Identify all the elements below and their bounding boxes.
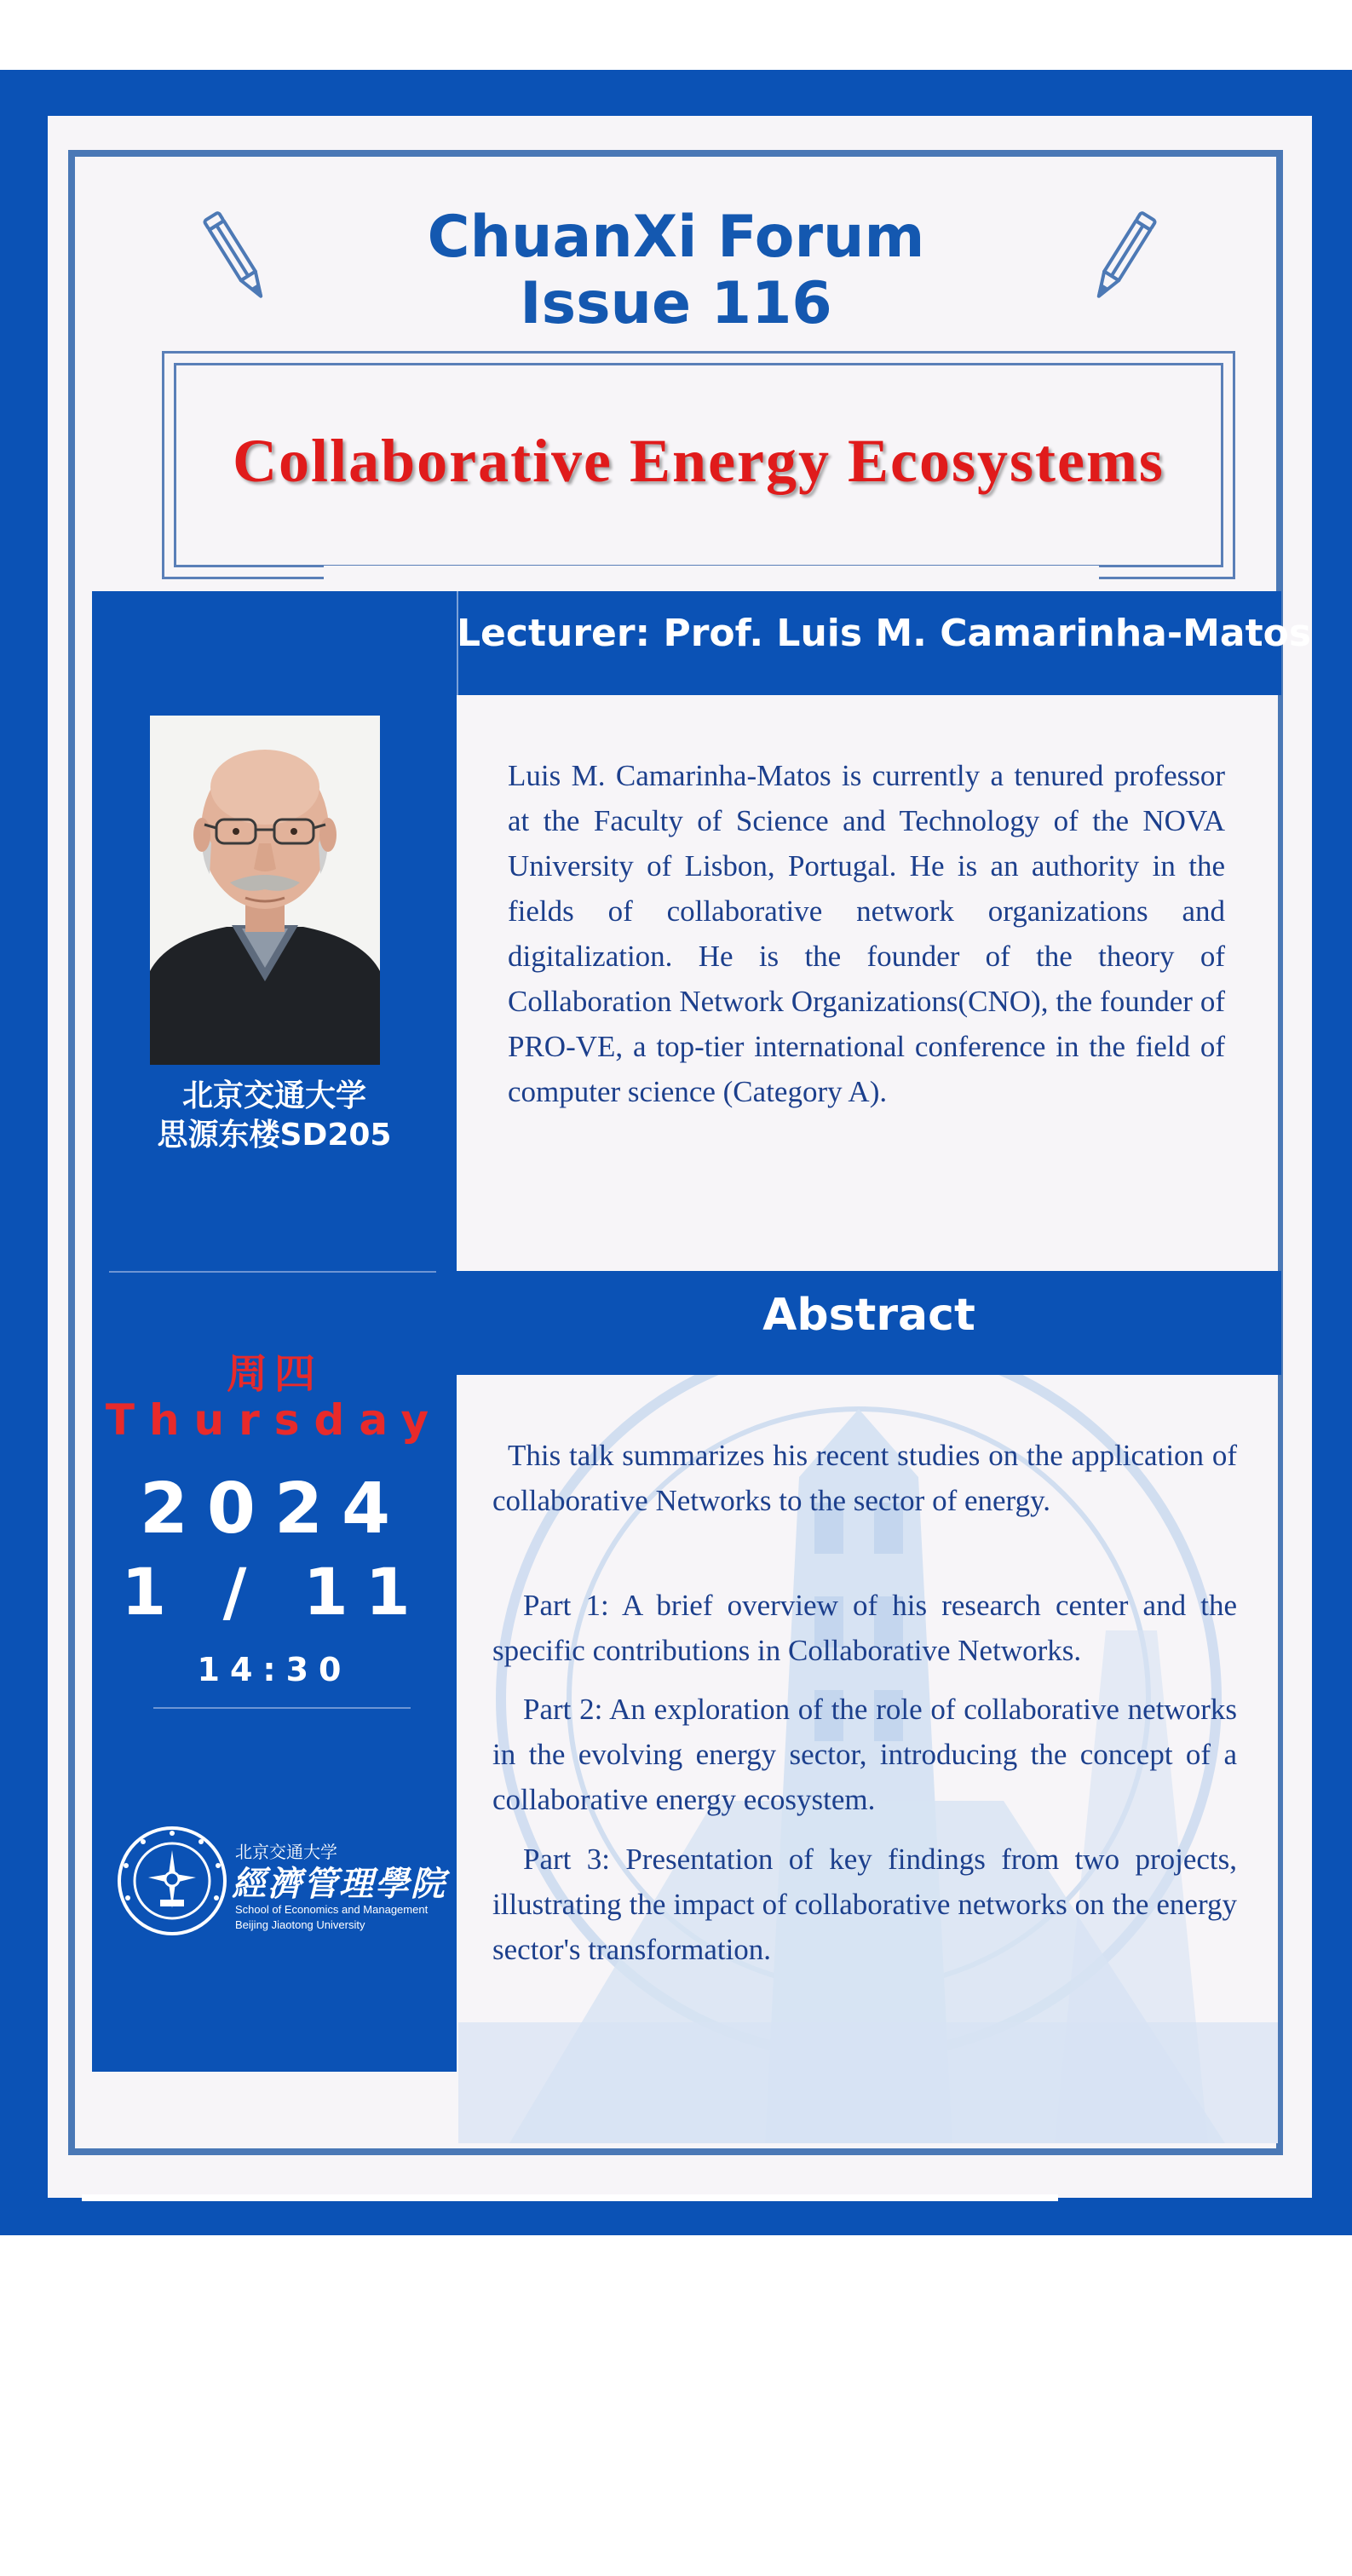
abstract-paragraph: Part 3: Presentation of key findings from two projects, illustrating the impact of collaborative networks on the energy sector's transformation.	[492, 1843, 1237, 1966]
venue-university: 北京交通大学	[181, 1078, 366, 1113]
talk-title: Collaborative Energy Ecosystems	[233, 427, 1165, 495]
lecturer-name: Lecturer: Prof. Luis M. Camarinha-Matos	[457, 612, 1312, 655]
abstract-paragraph: Part 1: A brief overview of his research center and the specific contributions in Collaborative Networks.	[492, 1589, 1237, 1667]
pencil-icon	[1085, 201, 1162, 312]
title-frame-gap	[324, 566, 1099, 586]
logo-school-cn: 經濟管理學院	[232, 1864, 446, 1904]
issue-number: Issue 116	[520, 270, 832, 337]
poster-bottom-strip	[82, 2194, 1058, 2201]
abstract-paragraph: This talk summarizes his recent studies on the application of collaborative Networks to the sector of energy.	[492, 1439, 1237, 1517]
abstract-heading: Abstract	[762, 1290, 975, 1341]
abstract-paragraph: Part 2: An exploration of the role of collaborative networks in the evolving energy sector, introducing the concept of a collaborative energy ecosystem.	[492, 1693, 1237, 1816]
logo-school-en: School of Economics and Management	[235, 1903, 429, 1916]
logo-university-en: Beijing Jiaotong University	[235, 1918, 365, 1931]
time-divider	[153, 1707, 411, 1709]
logo-university-cn: 北京交通大学	[235, 1842, 337, 1862]
forum-title: ChuanXi Forum	[427, 204, 925, 271]
left-divider	[109, 1271, 436, 1273]
lecturer-photo	[150, 716, 380, 1065]
event-year: 2024	[139, 1469, 410, 1550]
venue-room: 思源东楼SD205	[157, 1118, 392, 1153]
event-time: 14:30	[197, 1651, 352, 1688]
university-seal-logo	[116, 1825, 228, 1937]
event-date: 1 / 11	[121, 1554, 428, 1630]
weekday-chinese: 周四	[226, 1350, 322, 1398]
weekday-english: Thursday	[105, 1395, 444, 1445]
lecturer-bio: Luis M. Camarinha-Matos is currently a tenured professor at the Faculty of Science and Technology of the NOVA University of Lisbon, Portugal. He is an authority in the fields of collaborative network organizations and digitalization. He is the founder of the theory of Collaboration Network Organizations(CNO), the founder of PRO-VE, a top-tier international conference in the field of computer science (Category A).	[508, 759, 1225, 1108]
